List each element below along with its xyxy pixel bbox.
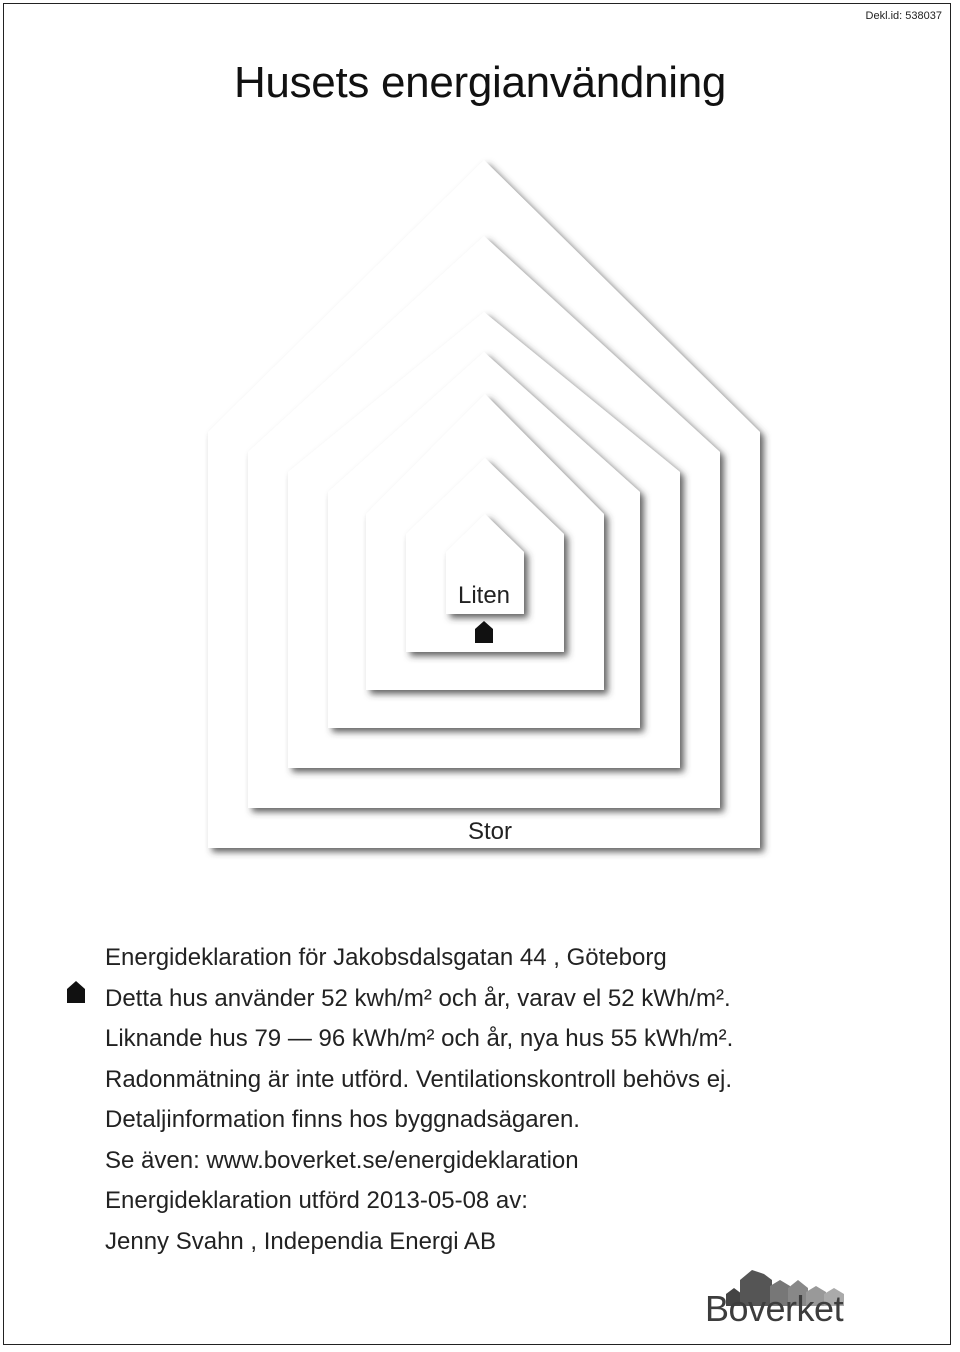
info-comparison: Liknande hus 79 — 96 kWh/m² och år, nya hus 55 kWh/m². [105,1025,734,1052]
declaration-id: Dekl.id: 538037 [865,10,942,22]
scale-label-large: Stor [467,818,512,845]
info-usage: Detta hus använder 52 kwh/m² och år, varav el 52 kWh/m². [105,984,731,1012]
info-link: Se även: www.boverket.se/energideklaration [105,1146,579,1174]
house-marker-icon [66,980,86,1004]
info-details: Detaljinformation finns hos byggnadsägaren. [105,1106,580,1133]
info-address: Energideklaration för Jakobsdalsgatan 44 , Göteborg [105,944,667,971]
info-performed: Energideklaration utförd 2013-05-08 av: [105,1187,528,1214]
info-author: Jenny Svahn , Independia Energi AB [105,1227,496,1255]
page-title: Husets energianvändning [233,58,727,107]
declaration-info [105,938,733,1262]
scale-label-small: Liten [457,582,511,609]
house-marker-icon [474,620,494,644]
info-radon: Radonmätning är inte utförd. Ventilationskontroll behövs ej. [105,1065,733,1093]
boverket-wordmark: Boverket [705,1288,844,1329]
